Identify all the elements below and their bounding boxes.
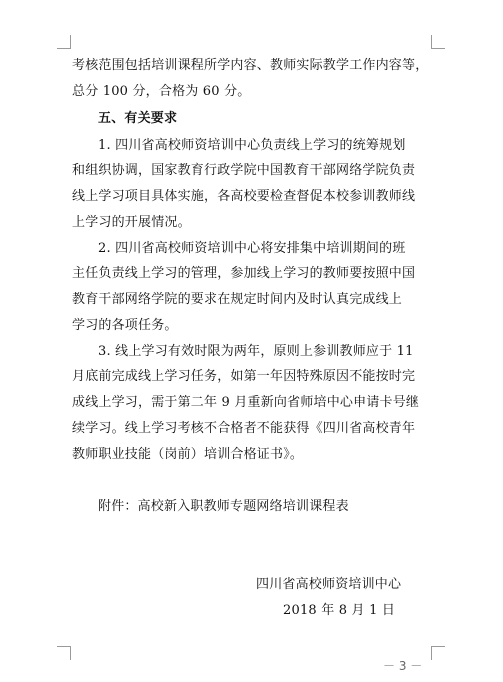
body-line: 教师职业技能（岗前）培训合格证书》。	[72, 447, 304, 462]
page-number: － 3 －	[383, 659, 423, 673]
crop-mark-bottom-left	[57, 646, 71, 660]
body-line: 续学习。线上学习考核不合格者不能获得《四川省高校青年	[72, 421, 416, 436]
body-line: 上学习的开展情况。	[72, 215, 191, 230]
body-line: 学习的各项任务。	[72, 318, 178, 333]
crop-mark-top-left	[57, 35, 71, 49]
body-line: 3. 线上学习有效时限为两年，原则上参训教师应于 11	[98, 344, 414, 359]
attachment-line: 附件：高校新入职教师专题网络培训课程表	[98, 499, 349, 514]
body-line: 线上学习项目具体实施，各高校要检查督促本校参训教师线	[72, 189, 416, 204]
body-line: 教育干部网络学院的要求在规定时间内及时认真完成线上	[72, 292, 403, 307]
body-line: 成线上学习，需于第二年 9 月重新向省师培中心申请卡号继	[72, 395, 420, 410]
signature-org: 四川省高校师资培训中心	[256, 577, 402, 592]
section-heading: 五、有关要求	[98, 111, 178, 126]
crop-mark-top-right	[431, 35, 445, 49]
body-line: 总分 100 分，合格为 60 分。	[72, 84, 251, 99]
body-line: 2. 四川省高校师资培训中心将安排集中培训期间的班	[98, 241, 406, 256]
body-line: 和组织协调，国家教育行政学院中国教育干部网络学院负责	[72, 163, 416, 178]
signature-date: 2018 年 8 月 1 日	[283, 603, 396, 618]
body-line: 考核范围包括培训课程所学内容、教师实际教学工作内容等，	[72, 58, 429, 73]
crop-mark-bottom-right	[431, 646, 445, 660]
body-line: 月底前完成线上学习任务，如第一年因特殊原因不能按时完	[72, 369, 416, 384]
body-line: 1. 四川省高校师资培训中心负责线上学习的统筹规划	[98, 138, 406, 153]
body-line: 主任负责线上学习的管理，参加线上学习的教师要按照中国	[72, 266, 416, 281]
